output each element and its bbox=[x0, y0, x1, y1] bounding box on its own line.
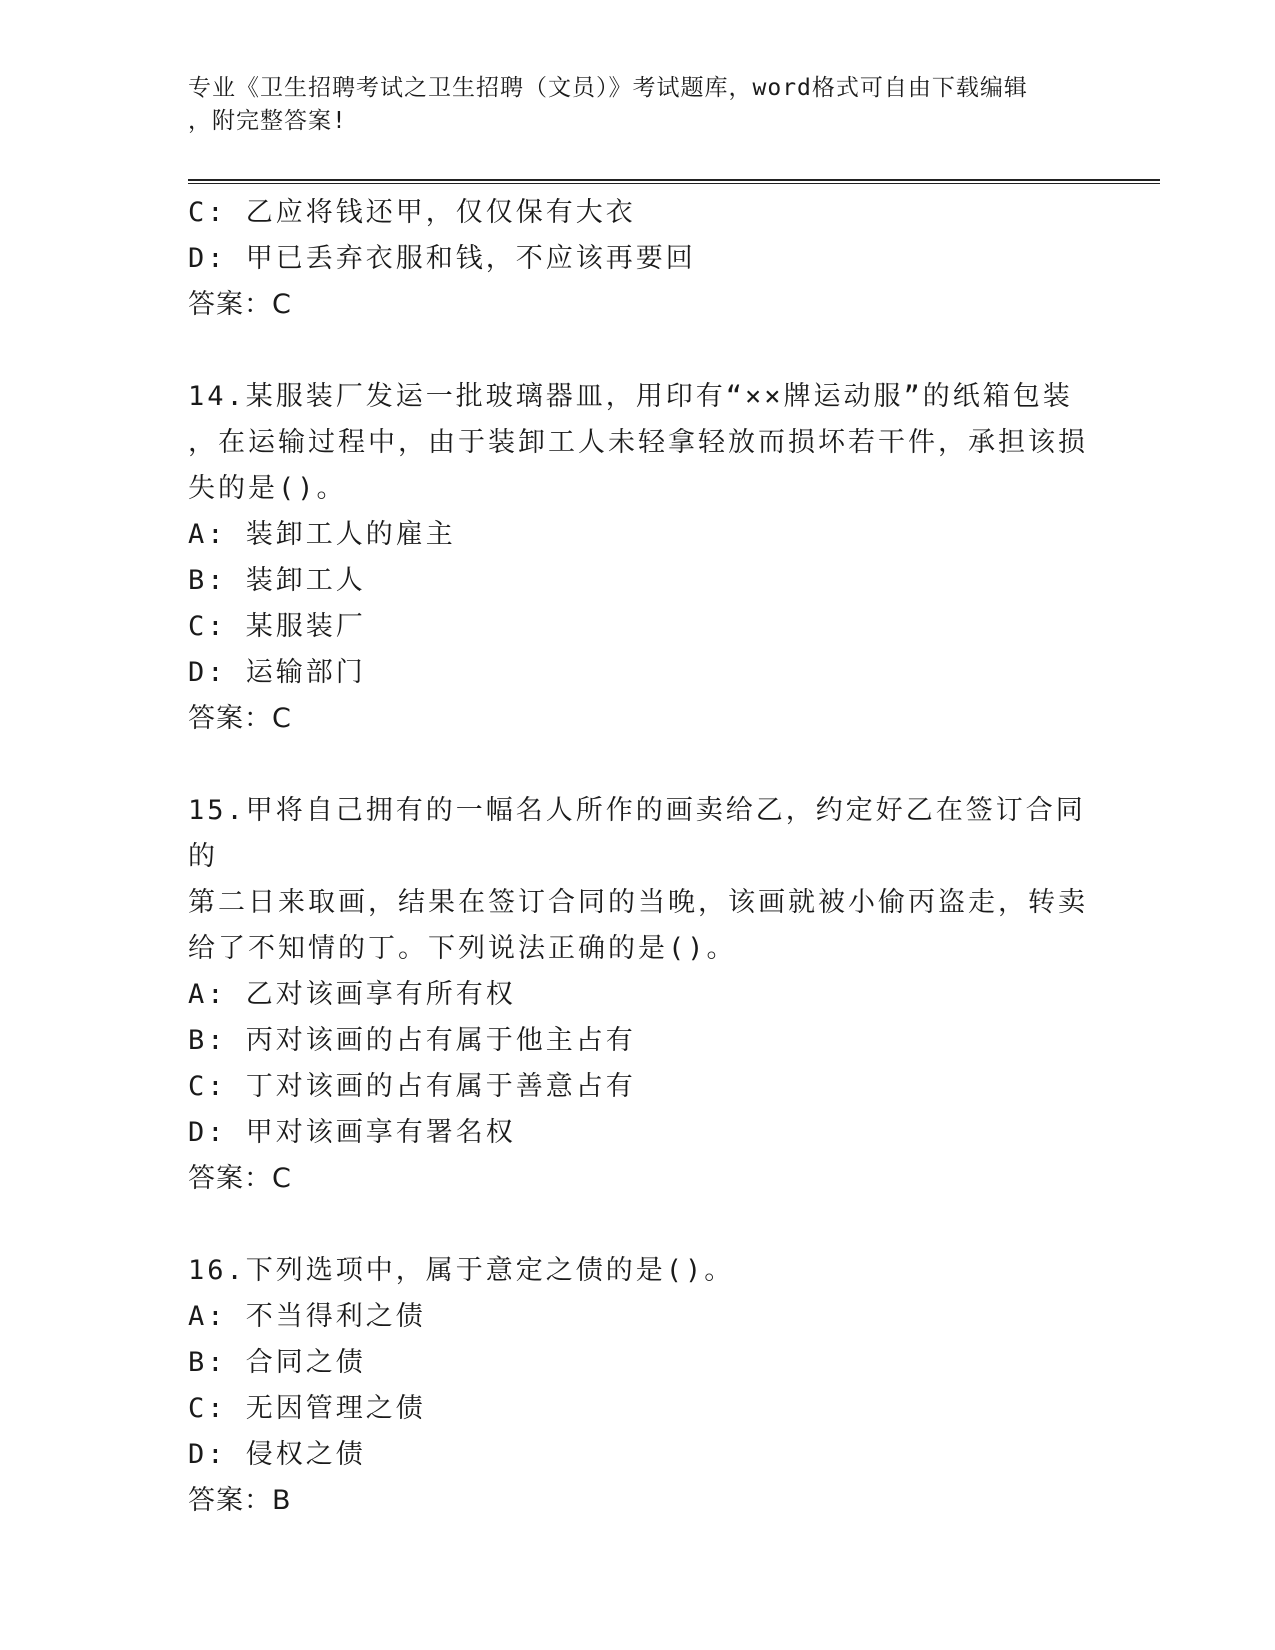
option-b: B: 丙对该画的占有属于他主占有 bbox=[188, 1025, 636, 1056]
option-c: C: 乙应将钱还甲，仅仅保有大衣 bbox=[188, 197, 636, 228]
option-b: B: 装卸工人 bbox=[188, 565, 366, 596]
answer-line: 答案：C bbox=[188, 1163, 292, 1194]
question-list bbox=[188, 190, 1108, 1524]
question-text-line: 14.某服装厂发运一批玻璃器皿，用印有“××牌运动服”的纸箱包装 bbox=[188, 381, 1073, 412]
option-a: A: 装卸工人的雇主 bbox=[188, 519, 456, 550]
question-text bbox=[188, 1248, 1108, 1294]
option-a: A: 乙对该画享有所有权 bbox=[188, 979, 516, 1010]
question-text-line: 16.下列选项中，属于意定之债的是()。 bbox=[188, 1255, 735, 1286]
header-line-2: ，附完整答案! bbox=[188, 108, 347, 134]
option-d: D: 甲对该画享有署名权 bbox=[188, 1117, 516, 1148]
option-b: B: 合同之债 bbox=[188, 1347, 366, 1378]
option-c: C: 某服装厂 bbox=[188, 611, 366, 642]
question-13 bbox=[188, 190, 1108, 328]
header-divider bbox=[188, 179, 1160, 184]
question-text-line: 第二日来取画，结果在签订合同的当晚，该画就被小偷丙盗走，转卖 bbox=[188, 887, 1088, 918]
spacer bbox=[188, 742, 1108, 788]
question-15 bbox=[188, 788, 1108, 1202]
question-text bbox=[188, 374, 1108, 512]
option-c: C: 丁对该画的占有属于善意占有 bbox=[188, 1071, 636, 1102]
option-a: A: 不当得利之债 bbox=[188, 1301, 426, 1332]
header-line-1: 专业《卫生招聘考试之卫生招聘（文员）》考试题库，word格式可自由下载编辑 bbox=[188, 75, 1028, 101]
question-14 bbox=[188, 374, 1108, 742]
option-d: D: 运输部门 bbox=[188, 657, 366, 688]
answer-line: 答案：C bbox=[188, 289, 292, 320]
answer-line: 答案：B bbox=[188, 1485, 292, 1516]
question-text bbox=[188, 788, 1108, 972]
option-c: C: 无因管理之债 bbox=[188, 1393, 426, 1424]
page-header bbox=[188, 72, 1088, 138]
question-16 bbox=[188, 1248, 1108, 1524]
answer-line: 答案：C bbox=[188, 703, 292, 734]
spacer bbox=[188, 1202, 1108, 1248]
spacer bbox=[188, 328, 1108, 374]
option-d: D: 甲已丢弃衣服和钱，不应该再要回 bbox=[188, 243, 696, 274]
question-text-line: 15.甲将自己拥有的一幅名人所作的画卖给乙，约定好乙在签订合同的 bbox=[188, 795, 1086, 872]
question-text-line: 给了不知情的丁。下列说法正确的是()。 bbox=[188, 933, 737, 964]
question-text-line: 失的是()。 bbox=[188, 473, 347, 504]
question-text-line: ，在运输过程中，由于装卸工人未轻拿轻放而损坏若干件，承担该损 bbox=[188, 427, 1088, 458]
option-d: D: 侵权之债 bbox=[188, 1439, 366, 1470]
